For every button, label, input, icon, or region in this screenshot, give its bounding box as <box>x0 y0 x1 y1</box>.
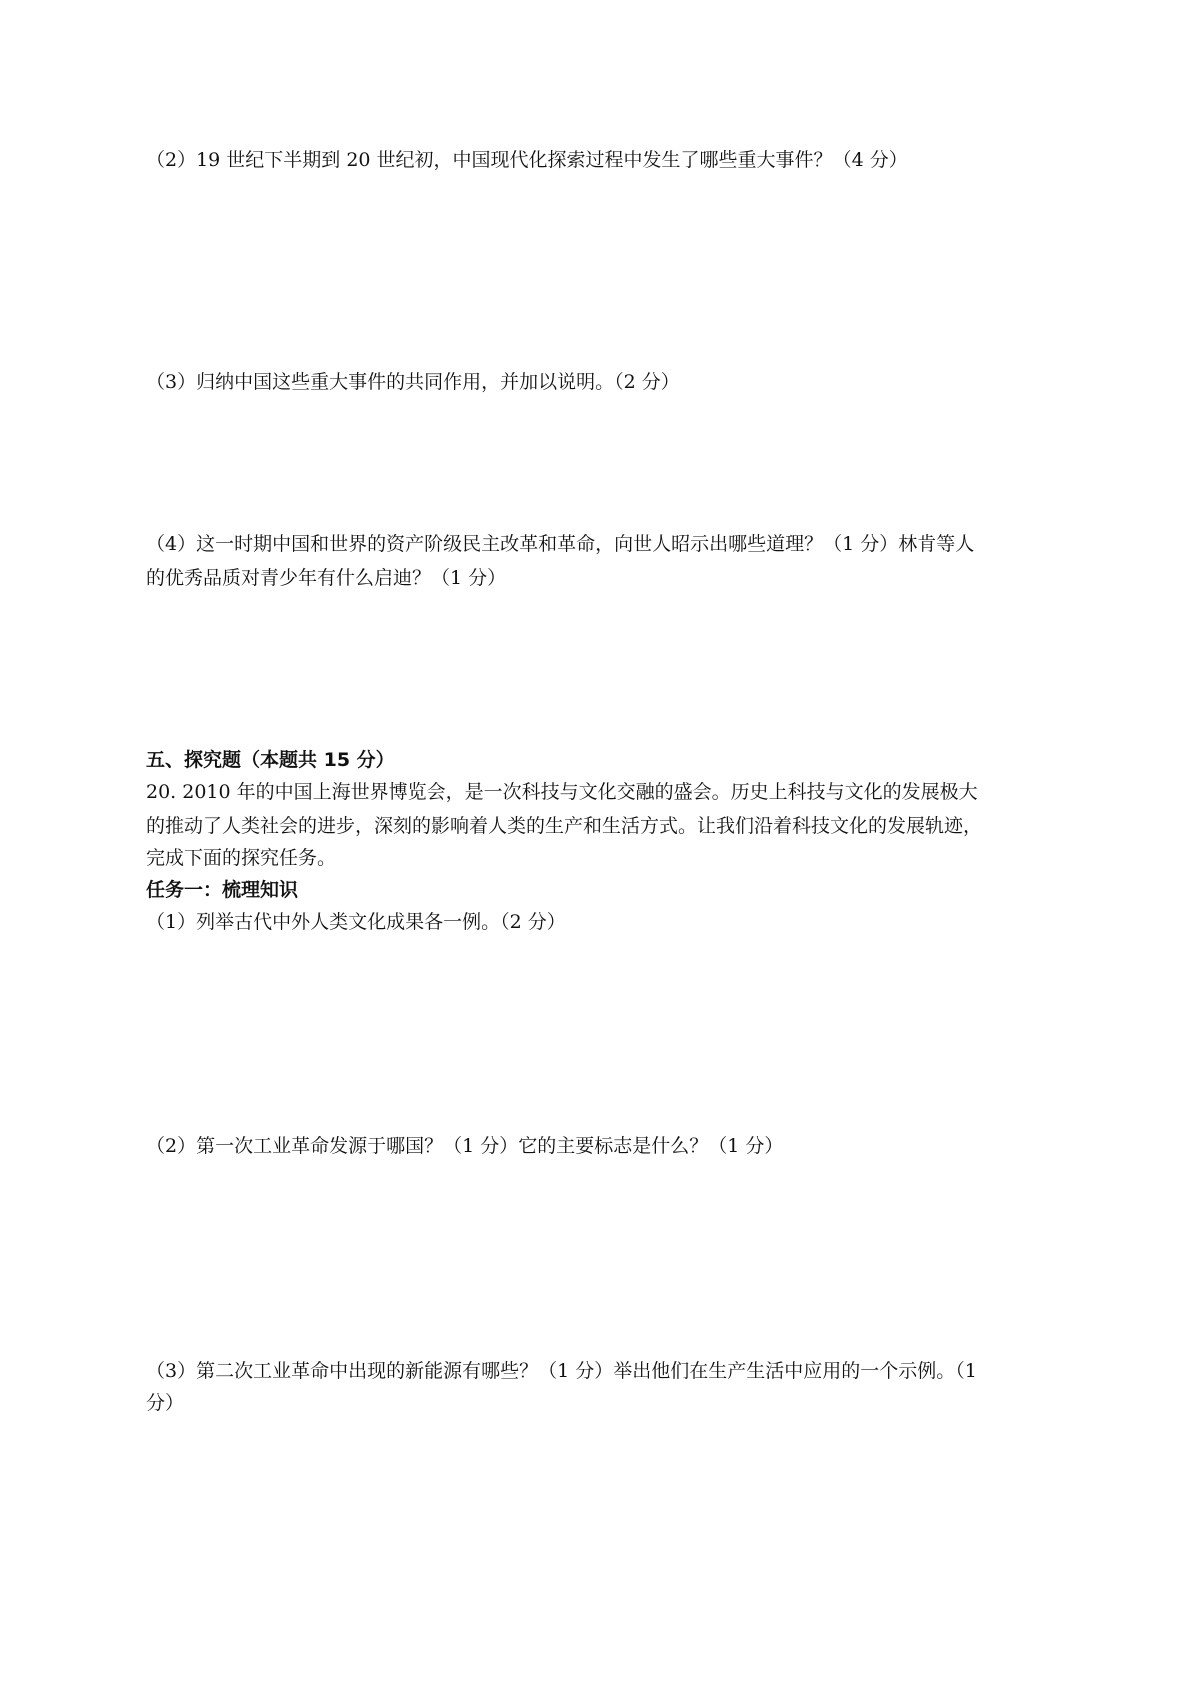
question-20-1: （1）列举古代中外人类文化成果各一例。（2 分） <box>146 911 566 933</box>
question-20-3-line-1: （3）第二次工业革命中出现的新能源有哪些？（1 分）举出他们在生产生活中应用的一个示例。（1 <box>146 1360 977 1382</box>
question-20-intro-line-1: 20. 2010 年的中国上海世界博览会，是一次科技与文化交融的盛会。历史上科技与文化的发展极大 <box>146 781 978 803</box>
task-1-heading: 任务一：梳理知识 <box>146 879 299 901</box>
section-5-heading: 五、探究题（本题共 15 分） <box>146 749 395 771</box>
question-20-2: （2）第一次工业革命发源于哪国？（1 分）它的主要标志是什么？（1 分） <box>146 1135 784 1157</box>
question-4-4-line-1: （4）这一时期中国和世界的资产阶级民主改革和革命，向世人昭示出哪些道理？（1 分）林肯等人 <box>146 533 975 555</box>
question-20-3-line-2: 分） <box>146 1392 185 1414</box>
question-20-intro-line-2: 的推动了人类社会的进步，深刻的影响着人类的生产和生活方式。让我们沿着科技文化的发展轨迹， <box>146 815 983 837</box>
question-20-intro-line-3: 完成下面的探究任务。 <box>146 847 337 869</box>
question-4-2: （2）19 世纪下半期到 20 世纪初，中国现代化探索过程中发生了哪些重大事件？（4 分） <box>146 149 908 171</box>
question-4-3: （3）归纳中国这些重大事件的共同作用，并加以说明。（2 分） <box>146 371 680 393</box>
question-4-4-line-2: 的优秀品质对青少年有什么启迪？（1 分） <box>146 567 507 589</box>
